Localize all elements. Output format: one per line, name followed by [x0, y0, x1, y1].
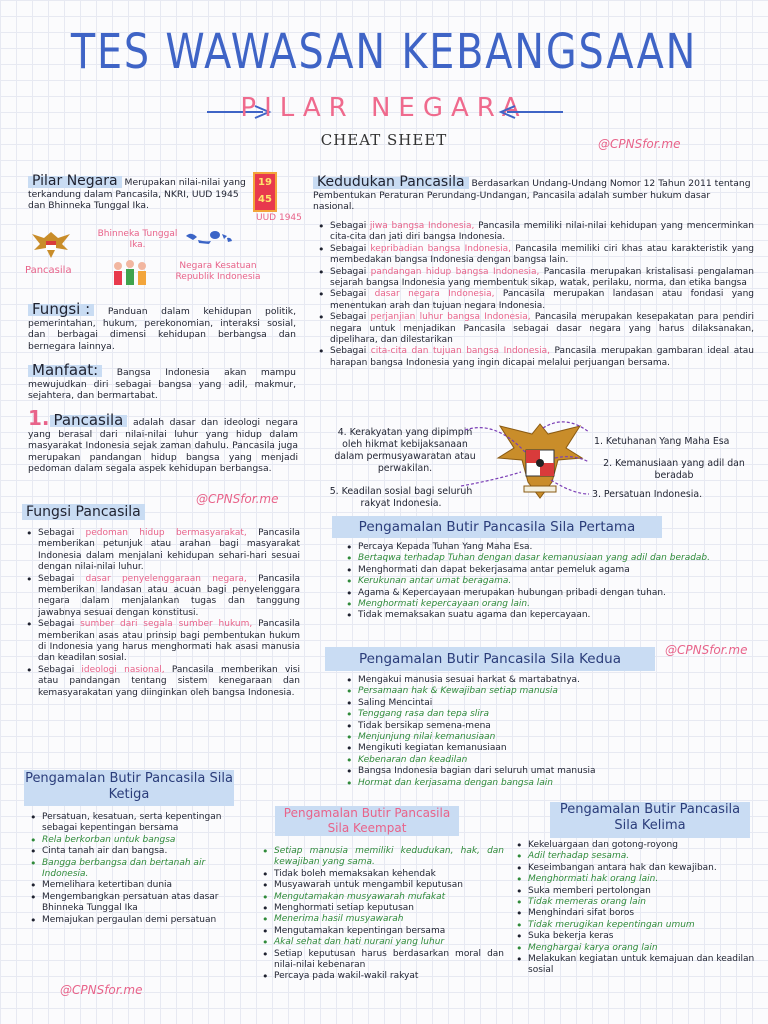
fungsi-block — [28, 300, 297, 352]
item-text: Pancasila merupakan landasan atau fondasi yang menentukan arah dan tujuan negara Indonesia. — [330, 289, 754, 311]
list-item: • Menghormati kepercayaan orang lain. — [346, 599, 726, 610]
list-item: • Menghargai karya orang lain — [516, 943, 756, 954]
item-text: Sebagai — [38, 528, 86, 538]
kedudukan-intro: Berdasarkan Undang-Undang Nomor 12 Tahun 2011 tentang Pembentukan Peraturan Perundang-Undangan, Pancasila adalah sumber hukum dasar nasional. — [313, 178, 751, 213]
section-number: 1. — [28, 406, 50, 430]
list-item: • Cinta tanah air dan bangsa. — [30, 846, 240, 857]
list-item: • Keseimbangan antara hak dan kewajiban. — [516, 863, 756, 874]
pancasila-label: Pancasila — [25, 265, 72, 276]
sila-keempat-heading: Pengamalan Butir Pancasila Sila Keempat — [275, 806, 459, 836]
item-text: Pancasila memberikan petunjuk atau arahan bagi masyarakat Indonesia dalam menjalani kehidupan sehari-hari sesuai dengan nilai-nilai luhur. — [38, 528, 300, 573]
list-item: • Melakukan kegiatan untuk kemajuan dan keadilan sosial — [516, 954, 756, 977]
list-item: • Tidak bersikap semena-mena — [346, 721, 666, 732]
pancasila-definition — [28, 406, 299, 475]
nkri-label: Negara Kesatuan Republik Indonesia — [175, 261, 261, 282]
list-item: • Bertaqwa terhadap Tuhan dengan dasar kemanusiaan yang adil dan beradab. — [346, 553, 726, 564]
list-item — [318, 289, 754, 312]
kedudukan-list — [318, 221, 754, 369]
item-text: Sebagai — [330, 221, 370, 231]
sila-5: 5. Keadilan sosial bagi seluruh rakyat Indonesia. — [329, 486, 473, 509]
list-item — [318, 346, 754, 369]
list-item: • Agama & Kepercayaan merupakan hubungan pribadi dengan tuhan. — [346, 588, 726, 599]
book-digit: 45 — [258, 194, 272, 205]
list-item: • Suka bekerja keras — [516, 931, 756, 942]
list-item — [26, 665, 300, 699]
list-item: • Tenggang rasa dan tepa slira — [346, 709, 666, 720]
list-item: • Akal sehat dan hati nurani yang luhur — [262, 937, 504, 948]
item-text: Pancasila memiliki ciri khas atau karakteristik yang membedakan bangsa Indonesia dengan bangsa lain. — [330, 243, 754, 266]
kedudukan-block — [313, 174, 753, 213]
indonesia-map-icon — [185, 228, 233, 252]
list-item: • Memelihara ketertiban dunia — [30, 880, 240, 891]
item-text: Sebagai — [330, 243, 371, 254]
manfaat-heading: Manfaat: — [28, 365, 102, 377]
list-item — [318, 312, 754, 346]
item-text: Sebagai — [38, 619, 81, 630]
manfaat-block — [28, 361, 297, 402]
sila-ketiga-heading: Pengamalan Butir Pancasila Sila Ketiga — [24, 770, 234, 806]
list-item: • Tidak memaksakan suatu agama dan kepercayaan. — [346, 610, 726, 621]
list-item: • Setiap keputusan harus berdasarkan moral dan nilai-nilai kebenaran — [262, 949, 504, 972]
list-item: • Suka memberi pertolongan — [516, 886, 756, 897]
list-item — [26, 619, 300, 665]
bhinneka-label: Bhinneka Tunggal Ika. — [97, 229, 178, 250]
manfaat-text: Bangsa Indonesia akan mampu mewujudkan diri sebagai bangsa yang adil, makmur, sejahtera, dan bermartabat. — [28, 367, 297, 402]
item-highlight: pandangan hidup bangsa Indonesia, — [370, 266, 540, 277]
list-item — [26, 574, 300, 620]
book-digit: 19 — [258, 177, 272, 188]
sila-1: 1. Ketuhanan Yang Maha Esa — [594, 436, 730, 447]
item-text: Sebagai — [38, 664, 82, 675]
people-icon — [108, 258, 152, 296]
item-text: Sebagai — [330, 266, 371, 277]
list-item: • Persatuan, kesatuan, serta kepentingan sebagai kepentingan bersama — [30, 812, 240, 835]
list-item: • Menghormati setiap keputusan — [262, 903, 504, 914]
list-item: • Menerima hasil musyawarah — [262, 914, 504, 925]
item-text: Pancasila memberikan visi atau pandangan tentang sistem kenegaraan dan kemasyarakatan yang diinginkan oleh bangsa Indonesia. — [38, 664, 300, 698]
decorative-arrow-icon — [495, 104, 565, 116]
uud-label: UUD 1945 — [256, 213, 302, 223]
sila-arrows — [455, 410, 595, 514]
fungsi-pancasila-section — [22, 501, 300, 699]
item-text: Pancasila merupakan gambaran ideal atau harapan bangsa Indonesia yang ingin dicapai melalui perjuangan bersama. — [330, 346, 754, 368]
watermark: @CPNSfor.me — [598, 137, 681, 151]
list-item: • Mengutamakan kepentingan bersama — [262, 926, 504, 937]
item-text: Pancasila memberikan landasan atau acuan bagi penyelenggara negara dalam menjalankan tugas dan tanggung jawabnya sesuai dengan konstitusi. — [38, 573, 300, 618]
sila-kedua-list — [346, 675, 666, 789]
pancasila-text: adalah dasar dan ideologi negara yang berasal dari nilai-nilai luhur yang hidup dalam masyarakat Indonesia sejak zaman dahulu. Pancasila juga merupakan pandangan hidup bangsa yang menjadi pedoman dalam segala aspek kehidupan berbangsa. — [28, 417, 299, 475]
item-text: Pancasila memberikan asas atau prinsip bagi pembentukan hukum di Indonesia yang harus menghormati hak asasi manusia dan keadilan sosial. — [38, 619, 300, 664]
sila-pertama-heading: Pengamalan Butir Pancasila Sila Pertama — [332, 516, 662, 538]
list-item — [26, 528, 300, 574]
item-highlight: pedoman hidup bermasyarakat, — [85, 528, 247, 538]
list-item — [318, 244, 754, 267]
sila-kedua-heading: Pengamalan Butir Pancasila Sila Kedua — [325, 647, 655, 671]
fungsi-pancasila-heading: Fungsi Pancasila — [22, 504, 145, 520]
item-text: Pancasila memiliki nilai-nilai kehidupan yang mencerminkan cita-cita dan jati diri bangsa Indonesia. — [330, 221, 754, 243]
item-highlight: ideologi nasional, — [81, 664, 165, 675]
sila-3: 3. Persatuan Indonesia. — [592, 489, 703, 500]
item-highlight: dasar negara Indonesia, — [374, 289, 495, 300]
cheat-sheet-label: CHEAT SHEET — [320, 131, 448, 149]
item-text: Pancasila merupakan kristalisasi pengalaman sejarah bangsa Indonesia yang membentuk sikap, watak, perilaku, norma, dan etika bangsa — [330, 266, 754, 289]
list-item: • Mengutamakan musyawarah mufakat — [262, 892, 504, 903]
item-text: Sebagai — [38, 573, 86, 584]
sila-2: 2. Kemanusiaan yang adil dan beradab — [603, 458, 745, 481]
sila-keempat-list — [262, 846, 504, 983]
item-highlight: cita-cita dan tujuan bangsa Indonesia, — [370, 346, 550, 357]
list-item: • Tidak memeras orang lain — [516, 897, 756, 908]
pilar-negara-intro: Merupakan nilai-nilai yang terkandung dalam Pancasila, NKRI, UUD 1945 dan Bhinneka Tunggal Ika. — [28, 177, 246, 212]
list-item: • Mengikuti kegiatan kemanusiaan — [346, 743, 666, 754]
pilar-negara-section — [28, 173, 246, 212]
list-item: • Tidak boleh memaksakan kehendak — [262, 869, 504, 880]
list-item: • Menjunjung nilai kemanusiaan — [346, 732, 666, 743]
sila-ketiga-list — [30, 812, 240, 926]
item-text: Pancasila merupakan kesepakatan para pendiri negara untuk menjadikan Pancasila sebagai dasar negara yang harus dilaksanakan, dipelihara, dan dilestarikan — [330, 312, 754, 346]
fungsi-heading: Fungsi : — [28, 304, 94, 316]
watermark: @CPNSfor.me — [196, 492, 279, 506]
list-item: • Setiap manusia memiliki kedudukan, hak, dan kewajiban yang sama. — [262, 846, 504, 869]
watermark: @CPNSfor.me — [60, 983, 143, 997]
page-subtitle: PILAR NEGARA — [240, 93, 528, 123]
garuda-icon — [30, 228, 72, 266]
list-item: • Percaya pada wakil-wakil rakyat — [262, 971, 504, 982]
page-title: TES WAWASAN KEBANGSAAN — [70, 24, 698, 80]
list-item: • Bangga berbangsa dan bertanah air Indonesia. — [30, 858, 240, 881]
watermark: @CPNSfor.me — [665, 643, 748, 657]
list-item: • Persamaan hak & Kewajiban setiap manusia — [346, 686, 666, 697]
pancasila-heading: Pancasila — [50, 415, 128, 427]
list-item — [318, 221, 754, 244]
list-item: • Tidak merugikan kepentingan umum — [516, 920, 756, 931]
list-item: • Mengembangkan persatuan atas dasar Bhinneka Tunggal Ika — [30, 892, 240, 915]
list-item: • Hormat dan kerjasama dengan bangsa lain — [346, 778, 666, 789]
fungsi-pancasila-list — [26, 528, 300, 699]
list-item — [318, 267, 754, 290]
list-item: • Memajukan pergaulan demi persatuan — [30, 915, 240, 926]
list-item: • Percaya Kepada Tuhan Yang Maha Esa. — [346, 542, 726, 553]
sila-pertama-list — [346, 542, 726, 622]
list-item: • Mengakui manusia sesuai harkat & martabatnya. — [346, 675, 666, 686]
item-highlight: dasar penyelenggaraan negara, — [85, 573, 247, 584]
kedudukan-heading: Kedudukan Pancasila — [313, 177, 469, 189]
fungsi-text: Panduan dalam kehidupan politik, pemerintahan, hukum, perekonomian, interaksi sosial, dan berbagai dimensi kehidupan berbangsa dan bernegara lainnya. — [28, 306, 297, 352]
pilar-negara-heading: Pilar Negara — [28, 176, 122, 188]
list-item: • Kekeluargaan dan gotong-royong — [516, 840, 756, 851]
item-highlight: kepribadian bangsa Indonesia, — [370, 243, 512, 254]
list-item: • Musyawarah untuk mengambil keputusan — [262, 880, 504, 891]
sila-kelima-list — [516, 840, 756, 977]
item-text: Sebagai — [330, 312, 371, 323]
sila-4: 4. Kerakyatan yang dipimpin oleh hikmat kebijaksanaan dalam permusyawaratan atau perwakilan. — [334, 427, 476, 474]
list-item: • Bangsa Indonesia bagian dari seluruh umat manusia — [346, 766, 666, 777]
list-item: • Rela berkorban untuk bangsa — [30, 835, 240, 846]
list-item: • Adil terhadap sesama. — [516, 851, 756, 862]
list-item: • Menghormati dan dapat bekerjasama antar pemeluk agama — [346, 565, 726, 576]
item-highlight: jiwa bangsa Indonesia, — [369, 221, 475, 231]
list-item: • Menghormati hak orang lain. — [516, 874, 756, 885]
item-text: Sebagai — [330, 346, 371, 357]
item-text: Sebagai — [330, 289, 375, 300]
list-item: • Menghindari sifat boros — [516, 908, 756, 919]
uud-book-icon — [253, 172, 277, 212]
list-item: • Kebenaran dan keadilan — [346, 755, 666, 766]
list-item: • Kerukunan antar umat beragama. — [346, 576, 726, 587]
item-highlight: perjanjian luhur bangsa Indonesia, — [370, 312, 531, 323]
list-item: • Saling Mencintai — [346, 698, 666, 709]
item-highlight: sumber dari segala sumber hukum, — [80, 619, 253, 630]
sila-kelima-heading: Pengamalan Butir Pancasila Sila Kelima — [550, 802, 750, 838]
